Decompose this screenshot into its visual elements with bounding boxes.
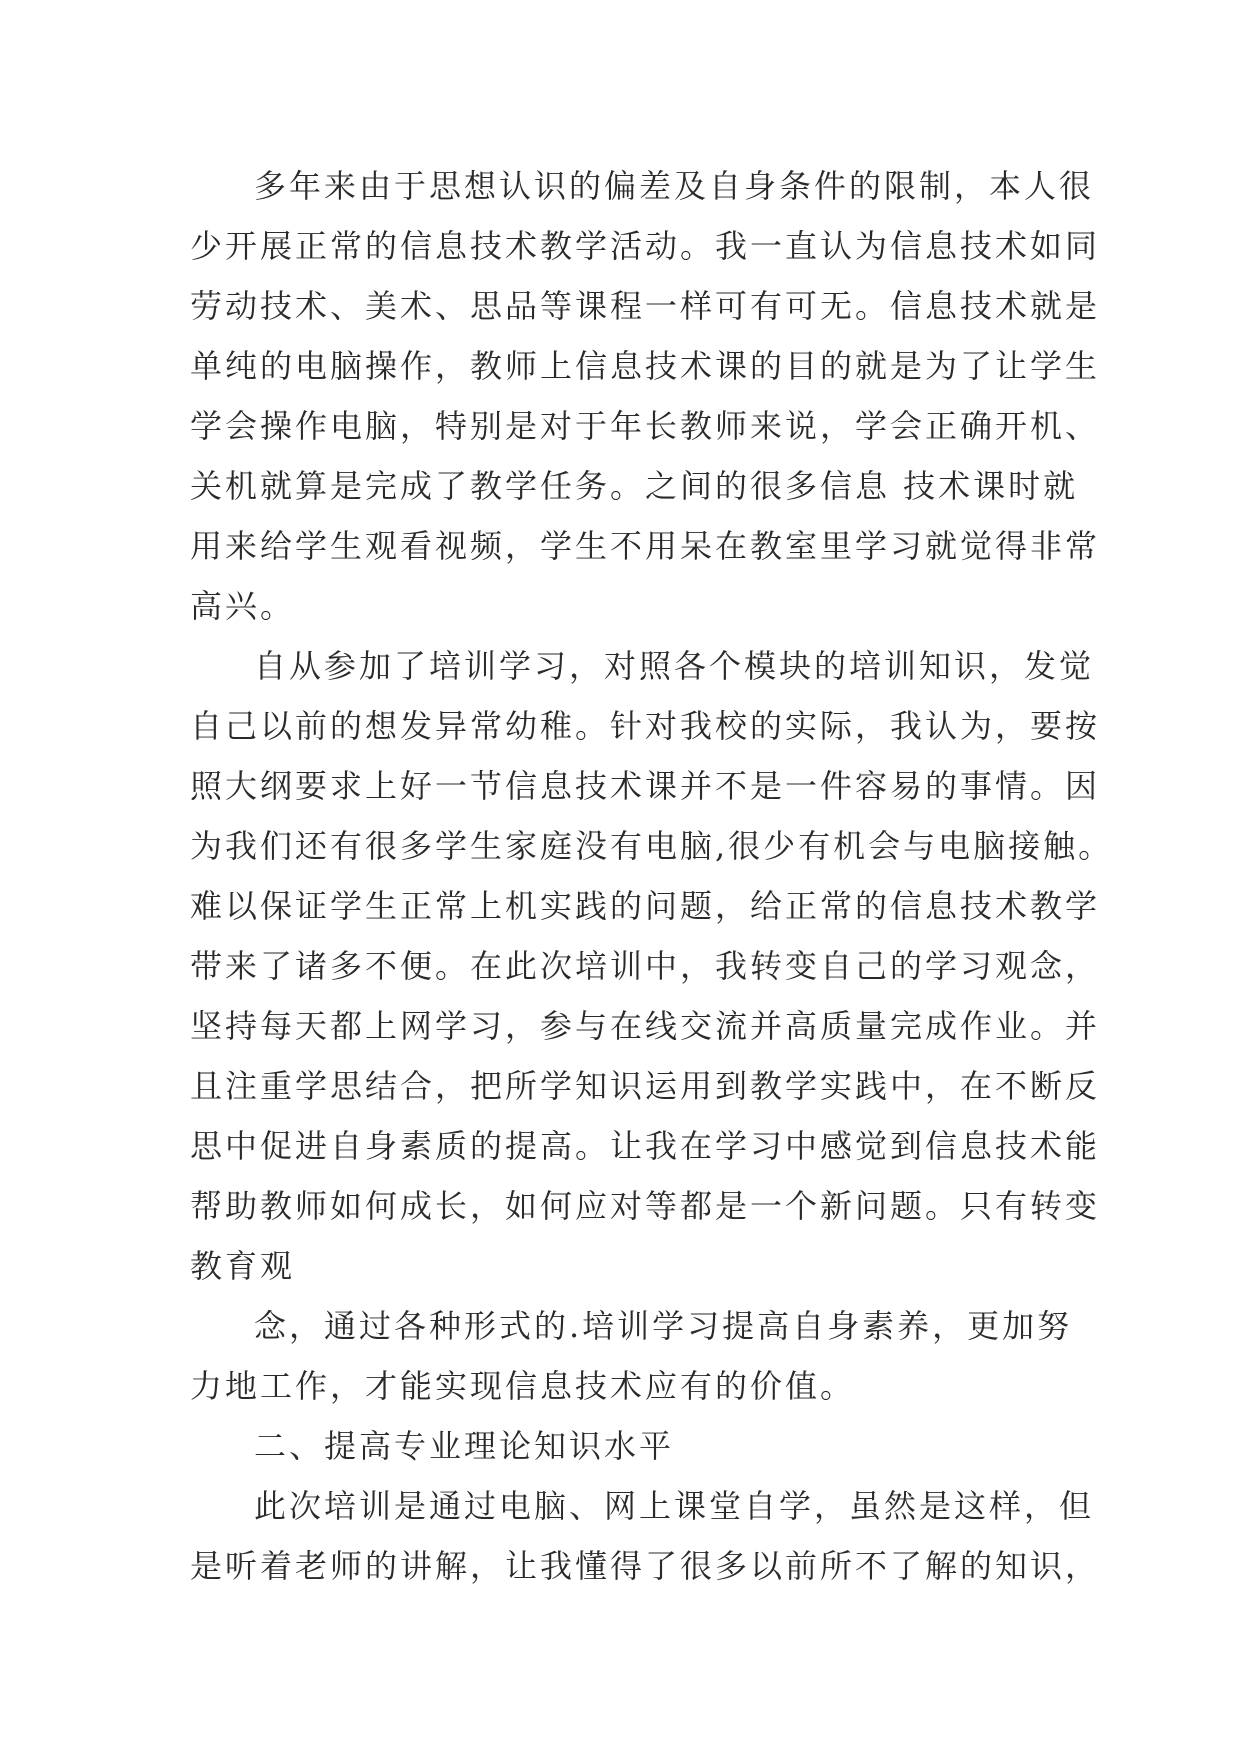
text-line: 照大纲要求上好一节信息技术课并不是一件容易的事情。因 bbox=[190, 767, 1101, 805]
text-line: 劳动技术、美术、思品等课程一样可有可无。信息技术就是 bbox=[190, 287, 1101, 325]
section-heading: 二、提高专业理论知识水平 bbox=[254, 1427, 675, 1465]
text-line: 自己以前的想发异常幼稚。针对我校的实际，我认为，要按 bbox=[190, 707, 1101, 745]
text-line: 是听着老师的讲解，让我懂得了很多以前所不了解的知识， bbox=[190, 1547, 1101, 1585]
text-line: 为我们还有很多学生家庭没有电脑,很少有机会与电脑接触。 bbox=[190, 827, 1114, 865]
text-line: 少开展正常的信息技术教学活动。我一直认为信息技术如同 bbox=[190, 227, 1101, 265]
text-line: 单纯的电脑操作，教师上信息技术课的目的就是为了让学生 bbox=[190, 347, 1101, 385]
text-line: 此次培训是通过电脑、网上课堂自学，虽然是这样，但 bbox=[254, 1487, 1095, 1525]
body-text bbox=[190, 156, 1114, 1596]
text-line: 力地工作，才能实现信息技术应有的价值。 bbox=[190, 1367, 856, 1405]
text-line: 自从参加了培训学习，对照各个模块的培训知识，发觉 bbox=[254, 647, 1095, 685]
text-line: 念，通过各种形式的.培训学习提高自身素养，更加努 bbox=[254, 1307, 1073, 1345]
text-line: 带来了诸多不便。在此次培训中，我转变自己的学习观念， bbox=[190, 947, 1101, 985]
text-line: 难以保证学生正常上机实践的问题，给正常的信息技术教学 bbox=[190, 887, 1101, 925]
text-line: 多年来由于思想认识的偏差及自身条件的限制，本人很 bbox=[254, 167, 1095, 205]
text-line: 思中促进自身素质的提高。让我在学习中感觉到信息技术能 bbox=[190, 1127, 1101, 1165]
text-line: 关机就算是完成了教学任务。之间的很多信息 技术课时就 bbox=[190, 467, 1079, 505]
text-line: 且注重学思结合，把所学知识运用到教学实践中，在不断反 bbox=[190, 1067, 1101, 1105]
text-line: 用来给学生观看视频，学生不用呆在教室里学习就觉得非常 bbox=[190, 527, 1101, 565]
text-line: 帮助教师如何成长，如何应对等都是一个新问题。只有转变 bbox=[190, 1187, 1101, 1225]
text-line: 高兴。 bbox=[190, 587, 296, 625]
text-line: 学会操作电脑，特别是对于年长教师来说，学会正确开机、 bbox=[190, 407, 1101, 445]
text-line: 坚持每天都上网学习，参与在线交流并高质量完成作业。并 bbox=[190, 1007, 1101, 1045]
text-line: 教育观 bbox=[190, 1247, 296, 1285]
